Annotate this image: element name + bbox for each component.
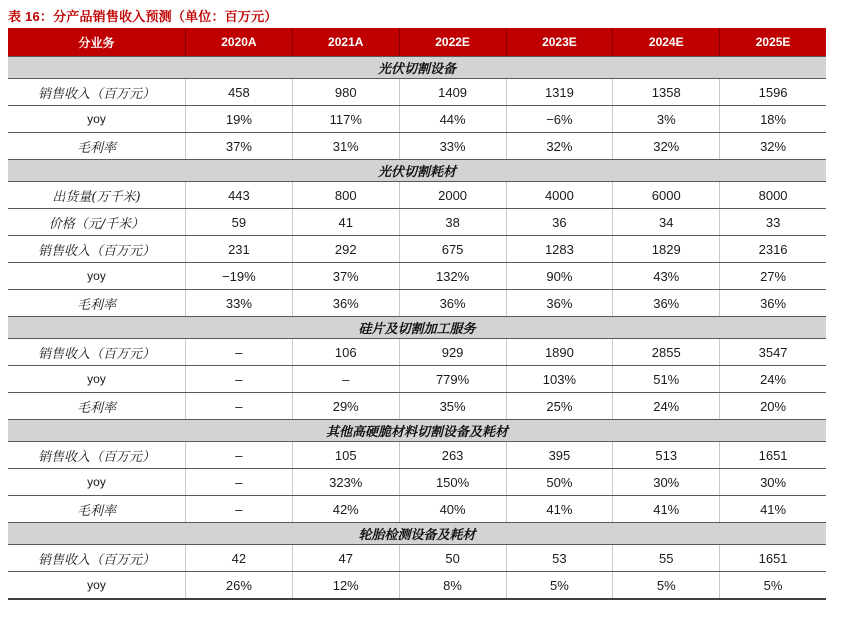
value-cell: 31% <box>292 133 399 159</box>
value-cell: 132% <box>399 263 506 289</box>
table-row <box>8 392 826 419</box>
header-cell-year-2020a: 2020A <box>185 28 292 56</box>
header-cell-year-2021a: 2021A <box>292 28 399 56</box>
table-header-row <box>8 28 826 56</box>
row-label-cell: 毛利率 <box>76 140 116 156</box>
value-cell: 41% <box>612 496 719 522</box>
value-cell: 1651 <box>719 545 826 571</box>
value-cell: 150% <box>399 469 506 495</box>
value-cell: 5% <box>506 572 613 598</box>
value-cell: 37% <box>292 263 399 289</box>
row-label-cell: 毛利率 <box>76 297 116 313</box>
value-cell: 33% <box>185 290 292 316</box>
value-cell: 38 <box>399 209 506 235</box>
value-cell: 6000 <box>612 182 719 208</box>
value-cell: 32% <box>506 133 613 159</box>
value-cell: 41% <box>506 496 613 522</box>
row-label-cell: 出货量(万千米) <box>52 189 141 205</box>
value-cell: 33 <box>719 209 826 235</box>
value-cell: 36% <box>612 290 719 316</box>
table-row <box>8 495 826 522</box>
value-cell: 443 <box>185 182 292 208</box>
value-cell: 3% <box>612 106 719 132</box>
value-cell: 106 <box>292 339 399 365</box>
value-cell: 50 <box>399 545 506 571</box>
table-row <box>8 441 826 468</box>
row-label-cell: yoy <box>87 475 106 489</box>
table-row <box>8 105 826 132</box>
value-cell: 30% <box>612 469 719 495</box>
value-cell: 323% <box>292 469 399 495</box>
value-cell: 42% <box>292 496 399 522</box>
value-cell: 41 <box>292 209 399 235</box>
value-cell: 18% <box>719 106 826 132</box>
value-cell: 37% <box>185 133 292 159</box>
value-cell: 513 <box>612 442 719 468</box>
value-cell: 395 <box>506 442 613 468</box>
value-cell: 1358 <box>612 79 719 105</box>
value-cell: 105 <box>292 442 399 468</box>
section-title: 光伏切割设备 <box>377 62 456 77</box>
value-cell: 263 <box>399 442 506 468</box>
value-cell: 4000 <box>506 182 613 208</box>
value-cell: 43% <box>612 263 719 289</box>
value-cell: – <box>185 366 292 392</box>
table-row <box>8 289 826 316</box>
value-cell: – <box>292 366 399 392</box>
value-cell: 2316 <box>719 236 826 262</box>
value-cell: 5% <box>612 572 719 598</box>
value-cell: 26% <box>185 572 292 598</box>
value-cell: – <box>185 442 292 468</box>
value-cell: 1890 <box>506 339 613 365</box>
header-cell-year-2024e: 2024E <box>612 28 719 56</box>
value-cell: 50% <box>506 469 613 495</box>
value-cell: 8000 <box>719 182 826 208</box>
header-cell-year-2025e: 2025E <box>719 28 826 56</box>
value-cell: 30% <box>719 469 826 495</box>
value-cell: – <box>185 496 292 522</box>
value-cell: 40% <box>399 496 506 522</box>
section-header-row <box>8 419 826 441</box>
value-cell: 20% <box>719 393 826 419</box>
header-cell-year-2023e: 2023E <box>506 28 613 56</box>
row-label-cell: 销售收入（百万元） <box>37 86 155 102</box>
value-cell: 800 <box>292 182 399 208</box>
table-row <box>8 338 826 365</box>
value-cell: 33% <box>399 133 506 159</box>
value-cell: 929 <box>399 339 506 365</box>
table-body <box>8 56 826 598</box>
table-title: 表 16：分产品销售收入预测（单位：百万元） <box>8 9 278 24</box>
header-cell-business: 分业务 <box>78 35 115 50</box>
table-row <box>8 235 826 262</box>
header-cell-year-2022e: 2022E <box>399 28 506 56</box>
value-cell: 41% <box>719 496 826 522</box>
value-cell: −19% <box>185 263 292 289</box>
value-cell: 42 <box>185 545 292 571</box>
value-cell: 12% <box>292 572 399 598</box>
value-cell: 36% <box>292 290 399 316</box>
value-cell: 779% <box>399 366 506 392</box>
value-cell: 1283 <box>506 236 613 262</box>
table-row <box>8 78 826 105</box>
row-label-cell: yoy <box>87 112 106 126</box>
revenue-forecast-table <box>8 28 826 600</box>
value-cell: 25% <box>506 393 613 419</box>
value-cell: 8% <box>399 572 506 598</box>
table-row <box>8 365 826 392</box>
row-label-cell: yoy <box>87 578 106 592</box>
value-cell: 5% <box>719 572 826 598</box>
table-row <box>8 262 826 289</box>
value-cell: 24% <box>719 366 826 392</box>
value-cell: 44% <box>399 106 506 132</box>
value-cell: 51% <box>612 366 719 392</box>
row-label-cell: 销售收入（百万元） <box>37 346 155 362</box>
section-title: 其他高硬脆材料切割设备及耗材 <box>325 425 508 440</box>
value-cell: 24% <box>612 393 719 419</box>
section-title: 硅片及切割加工服务 <box>358 322 476 337</box>
section-title: 光伏切割耗材 <box>377 165 456 180</box>
table-row <box>8 468 826 495</box>
value-cell: 27% <box>719 263 826 289</box>
value-cell: 59 <box>185 209 292 235</box>
value-cell: 3547 <box>719 339 826 365</box>
value-cell: 29% <box>292 393 399 419</box>
value-cell: 36% <box>719 290 826 316</box>
value-cell: 103% <box>506 366 613 392</box>
table-row <box>8 544 826 571</box>
value-cell: 53 <box>506 545 613 571</box>
value-cell: 292 <box>292 236 399 262</box>
value-cell: 1319 <box>506 79 613 105</box>
value-cell: 980 <box>292 79 399 105</box>
value-cell: 90% <box>506 263 613 289</box>
section-header-row <box>8 316 826 338</box>
value-cell: 36% <box>506 290 613 316</box>
table-row <box>8 181 826 208</box>
row-label-cell: 销售收入（百万元） <box>37 552 155 568</box>
value-cell: 55 <box>612 545 719 571</box>
value-cell: 1651 <box>719 442 826 468</box>
value-cell: 2855 <box>612 339 719 365</box>
value-cell: – <box>185 393 292 419</box>
section-header-row <box>8 159 826 181</box>
value-cell: −6% <box>506 106 613 132</box>
section-header-row <box>8 56 826 78</box>
table-row <box>8 571 826 598</box>
value-cell: 1409 <box>399 79 506 105</box>
value-cell: 19% <box>185 106 292 132</box>
table-row <box>8 132 826 159</box>
row-label-cell: 销售收入（百万元） <box>37 243 155 259</box>
value-cell: 35% <box>399 393 506 419</box>
row-label-cell: yoy <box>87 372 106 386</box>
row-label-cell: 价格（元/千米） <box>48 216 145 232</box>
value-cell: 36% <box>399 290 506 316</box>
row-label-cell: 销售收入（百万元） <box>37 449 155 465</box>
value-cell: 1596 <box>719 79 826 105</box>
section-title: 轮胎检测设备及耗材 <box>358 528 476 543</box>
value-cell: 675 <box>399 236 506 262</box>
value-cell: 1829 <box>612 236 719 262</box>
value-cell: – <box>185 339 292 365</box>
section-header-row <box>8 522 826 544</box>
table-row <box>8 208 826 235</box>
value-cell: 32% <box>719 133 826 159</box>
value-cell: 117% <box>292 106 399 132</box>
row-label-cell: 毛利率 <box>76 503 116 519</box>
value-cell: 231 <box>185 236 292 262</box>
value-cell: 34 <box>612 209 719 235</box>
value-cell: 47 <box>292 545 399 571</box>
value-cell: 2000 <box>399 182 506 208</box>
row-label-cell: yoy <box>87 269 106 283</box>
row-label-cell: 毛利率 <box>76 400 116 416</box>
value-cell: – <box>185 469 292 495</box>
value-cell: 36 <box>506 209 613 235</box>
value-cell: 458 <box>185 79 292 105</box>
value-cell: 32% <box>612 133 719 159</box>
